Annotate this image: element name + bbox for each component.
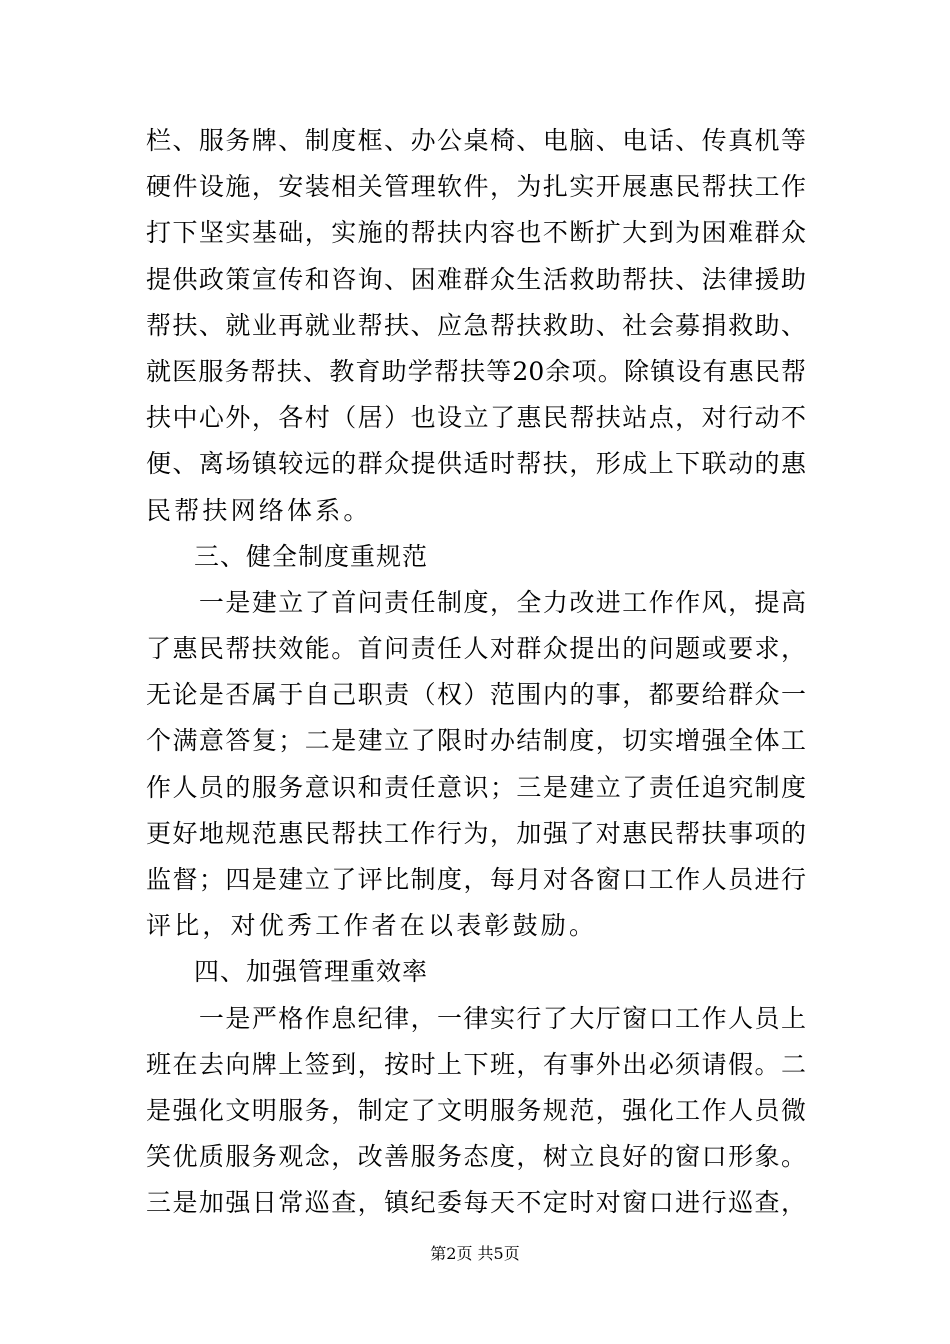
text-line: 班在去向牌上签到，按时上下班，有事外出必须请假。二	[146, 1049, 806, 1079]
text-line: 硬件设施，安装相关管理软件，为扎实开展惠民帮扶工作	[146, 172, 806, 202]
text-line: 栏、服务牌、制度框、办公桌椅、电脑、电话、传真机等	[146, 126, 806, 155]
text-line: 三是加强日常巡查，镇纪委每天不定时对窗口进行巡查，	[146, 1188, 806, 1218]
text-line: 打下坚实基础，实施的帮扶内容也不断扩大到为困难群众	[146, 218, 806, 248]
text-line: 了惠民帮扶效能。首问责任人对群众提出的问题或要求，	[146, 634, 806, 664]
text-line: 评比，对优秀工作者在以表彰鼓励。	[146, 911, 598, 941]
text-line: 就医服务帮扶、教育助学帮扶等20余项。除镇设有惠民帮	[146, 356, 806, 386]
text-line: 帮扶、就业再就业帮扶、应急帮扶救助、社会募捐救助、	[146, 310, 806, 340]
text-line: 是强化文明服务，制定了文明服务规范，强化工作人员微	[146, 1095, 806, 1125]
section-heading-3: 三、健全制度重规范	[194, 541, 429, 571]
body-text	[146, 118, 806, 1227]
section-heading-4: 四、加强管理重效率	[194, 957, 429, 987]
text-line: 便、离场镇较远的群众提供适时帮扶，形成上下联动的惠	[146, 449, 806, 479]
text-line: 提供政策宣传和咨询、困难群众生活救助帮扶、法律援助	[146, 264, 806, 294]
text-line: 无论是否属于自己职责（权）范围内的事，都要给群众一	[146, 680, 806, 710]
text-line: 作人员的服务意识和责任意识；三是建立了责任追究制度	[146, 772, 806, 802]
text-line: 民帮扶网络体系。	[146, 495, 372, 525]
text-line: 个满意答复；二是建立了限时办结制度，切实增强全体工	[146, 726, 806, 756]
text-line: 监督；四是建立了评比制度，每月对各窗口工作人员进行	[146, 865, 806, 894]
text-line: 一是严格作息纪律，一律实行了大厅窗口工作人员上	[146, 1003, 806, 1033]
text-line: 扶中心外，各村（居）也设立了惠民帮扶站点，对行动不	[146, 403, 806, 433]
text-line: 一是建立了首问责任制度，全力改进工作作风，提高	[146, 587, 806, 617]
text-line: 更好地规范惠民帮扶工作行为，加强了对惠民帮扶事项的	[146, 818, 806, 848]
text-line: 笑优质服务观念，改善服务态度，树立良好的窗口形象。	[146, 1142, 806, 1172]
page-number-footer: 第2页 共5页	[430, 1244, 520, 1263]
